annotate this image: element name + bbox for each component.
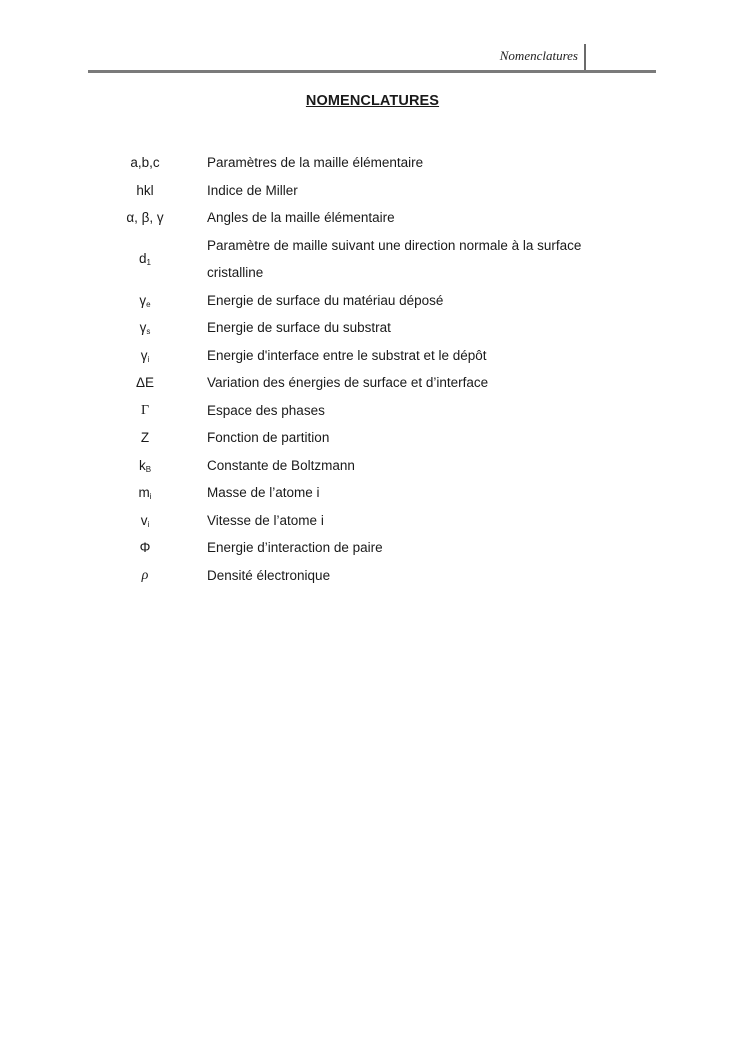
nomenclature-description: Masse de l’atome i (207, 485, 320, 500)
description-line-1: Paramètre de maille suivant une direction normale à la surface (207, 237, 582, 253)
nomenclature-description: Constante de Boltzmann (207, 457, 355, 473)
nomenclature-symbol: Z (140, 430, 150, 445)
nomenclature-description: Energie d’interaction de paire (207, 540, 383, 555)
nomenclature-symbol (110, 507, 180, 535)
nomenclature-symbol (110, 245, 180, 273)
nomenclature-description: Densité électronique (207, 567, 331, 583)
nomenclature-row (110, 369, 630, 397)
symbol-subscript: i (147, 519, 150, 529)
page-title: NOMENCLATURES (305, 93, 440, 109)
nomenclature-row (110, 149, 630, 177)
header-horizontal-rule (88, 70, 656, 73)
symbol-base: k (138, 457, 146, 473)
symbol-subscript: e (146, 299, 151, 309)
nomenclature-row (110, 232, 630, 287)
nomenclature-symbol (110, 452, 180, 480)
nomenclature-symbol (110, 479, 180, 507)
nomenclature-symbol: a,b,c (130, 155, 160, 170)
symbol-base: γ (139, 320, 147, 335)
symbol-subscript: i (147, 354, 150, 364)
nomenclature-description: Indice de Miller (207, 182, 298, 198)
running-header (88, 0, 656, 74)
nomenclature-symbol: α, β, γ (126, 210, 164, 225)
nomenclature-description: Energie de surface du matériau déposé (207, 292, 444, 308)
nomenclature-description (207, 232, 630, 287)
nomenclature-description: Energie d'interface entre le substrat et le dépôt (207, 347, 487, 363)
nomenclature-list (110, 149, 630, 589)
nomenclature-row (110, 342, 630, 370)
symbol-subscript: B (145, 464, 152, 474)
description-line-2: cristalline (207, 265, 264, 280)
header-vertical-divider (584, 44, 586, 72)
nomenclature-row (110, 424, 630, 452)
nomenclature-symbol (110, 342, 180, 370)
symbol-base: v (140, 512, 148, 528)
nomenclature-description: Paramètres de la maille élémentaire (207, 155, 424, 170)
nomenclature-row (110, 287, 630, 315)
running-header-title: Nomenclatures (499, 48, 578, 63)
nomenclature-symbol: ρ (141, 567, 149, 583)
nomenclature-row (110, 204, 630, 232)
symbol-base: d (139, 251, 147, 267)
nomenclature-symbol: hkl (136, 182, 154, 198)
nomenclature-description: Fonction de partition (207, 430, 330, 445)
nomenclature-description: Vitesse de l’atome i (207, 512, 324, 528)
nomenclature-description: Energie de surface du substrat (207, 320, 391, 335)
nomenclature-row (110, 314, 630, 342)
nomenclature-row (110, 479, 630, 507)
nomenclature-symbol: Φ (139, 540, 151, 555)
nomenclature-description: Espace des phases (207, 402, 325, 418)
nomenclature-row (110, 534, 630, 562)
nomenclature-symbol (110, 314, 180, 342)
symbol-subscript: i (149, 492, 152, 501)
nomenclature-row (110, 452, 630, 480)
symbol-subscript: s (146, 327, 151, 336)
nomenclature-row (110, 397, 630, 425)
symbol-base: m (138, 485, 150, 500)
nomenclature-description: Angles de la maille élémentaire (207, 210, 395, 225)
nomenclature-symbol: Γ (140, 402, 150, 418)
nomenclature-row (110, 507, 630, 535)
nomenclature-row (110, 177, 630, 205)
nomenclature-symbol (110, 287, 180, 315)
symbol-subscript: 1 (146, 258, 151, 268)
nomenclature-row (110, 562, 630, 590)
nomenclature-symbol: ΔE (135, 375, 155, 390)
symbol-base: γ (139, 292, 147, 308)
symbol-base: γ (140, 347, 148, 363)
nomenclature-description: Variation des énergies de surface et d’interface (207, 375, 489, 390)
